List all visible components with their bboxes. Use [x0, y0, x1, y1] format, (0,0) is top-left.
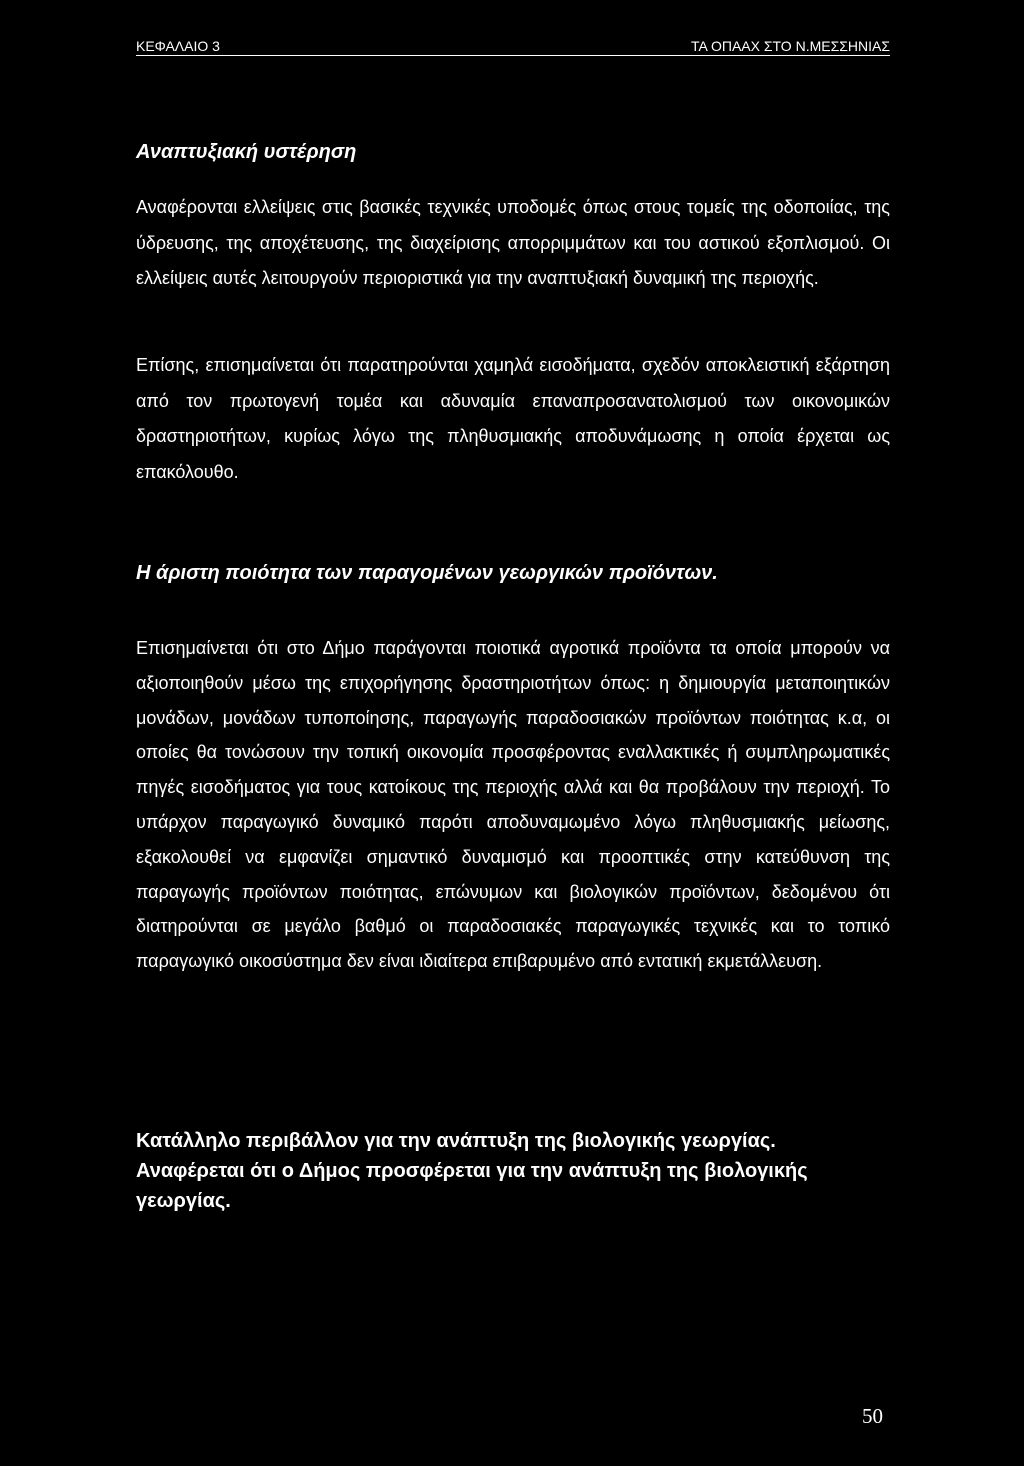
paragraph-products: Επισημαίνεται ότι στο Δήμο παράγονται ποιοτικά αγροτικά προϊόντα τα οποία μπορούν να αξιοποιηθούν μέσω της επιχορήγησης δραστηριοτήτων όπως: η δημιουργία μεταποιητικών μονάδων, μονάδων τυποποίησης, παραγωγής παραδοσιακών προϊόντων ποιότητας κ.α, οι οποίες θα τονώσουν την τοπική οικονομία προσφέροντας εναλλακτικές ή συμπληρωματικές πηγές εισοδήματος για τους κατοίκους της περιοχής αλλά και θα προβάλουν την περιοχή. Το υπάρχον παραγωγικό δυναμικό παρότι αποδυναμωμένο λόγω πληθυσμιακής μείωσης, εξακολουθεί να εμφανίζει σημαντικό δυναμισμό και προοπτικές στην κατεύθυνση της παραγωγής προϊόντων ποιότητας, επώνυμων και βιολογικών προϊόντων, δεδομένου ότι διατηρούνται σε μεγάλο βαθμό οι παραδοσιακές παραγωγικές τεχνικές και το τοπικό παραγωγικό οικοσύστημα δεν είναι ιδιαίτερα επιβαρυμένο από εντατική εκμετάλλευση.: [136, 638, 890, 972]
document-title-label: ΤΑ ΟΠΑΑΧ ΣΤΟ Ν.ΜΕΣΣΗΝΙΑΣ: [690, 38, 890, 54]
running-header: [136, 38, 890, 54]
section-heading-product-quality: Η άριστη ποιότητα των παραγομένων γεωργικών προϊόντων.: [136, 562, 718, 584]
page-number: 50: [862, 1404, 883, 1428]
sentence-organic-farming: Αναφέρεται ότι ο Δήμος προσφέρεται για την ανάπτυξη της βιολογικής γεωργίας.: [136, 1160, 808, 1212]
chapter-label: ΚΕΦΑΛΑΙΟ 3: [136, 38, 220, 54]
paragraph-infrastructure: Αναφέρονται ελλείψεις στις βασικές τεχνικές υποδομές όπως στους τομείς της οδοποιίας, της ύδρευσης, της αποχέτευσης, της διαχείρισης απορριμμάτων και του αστικού εξοπλισμού. Οι ελλείψεις αυτές λειτουργούν περιοριστικά για την αναπτυξιακή δυναμική της περιοχής.: [136, 197, 890, 288]
section-organic-farming: [136, 1126, 896, 1216]
section-heading-organic-farming: Κατάλληλο περιβάλλον για την ανάπτυξη της βιολογικής γεωργίας.: [136, 1130, 776, 1152]
header-rule: [136, 55, 890, 56]
section-heading-development-lag: Αναπτυξιακή υστέρηση: [136, 141, 357, 163]
paragraph-income: Επίσης, επισημαίνεται ότι παρατηρούνται χαμηλά εισοδήματα, σχεδόν αποκλειστική εξάρτηση από τον πρωτογενή τομέα και αδυναμία επαναπροσανατολισμού των οικονομικών δραστηριοτήτων, κυρίως λόγω της πληθυσμιακής αποδυνάμωσης η οποία έρχεται ως επακόλουθο.: [136, 355, 890, 482]
